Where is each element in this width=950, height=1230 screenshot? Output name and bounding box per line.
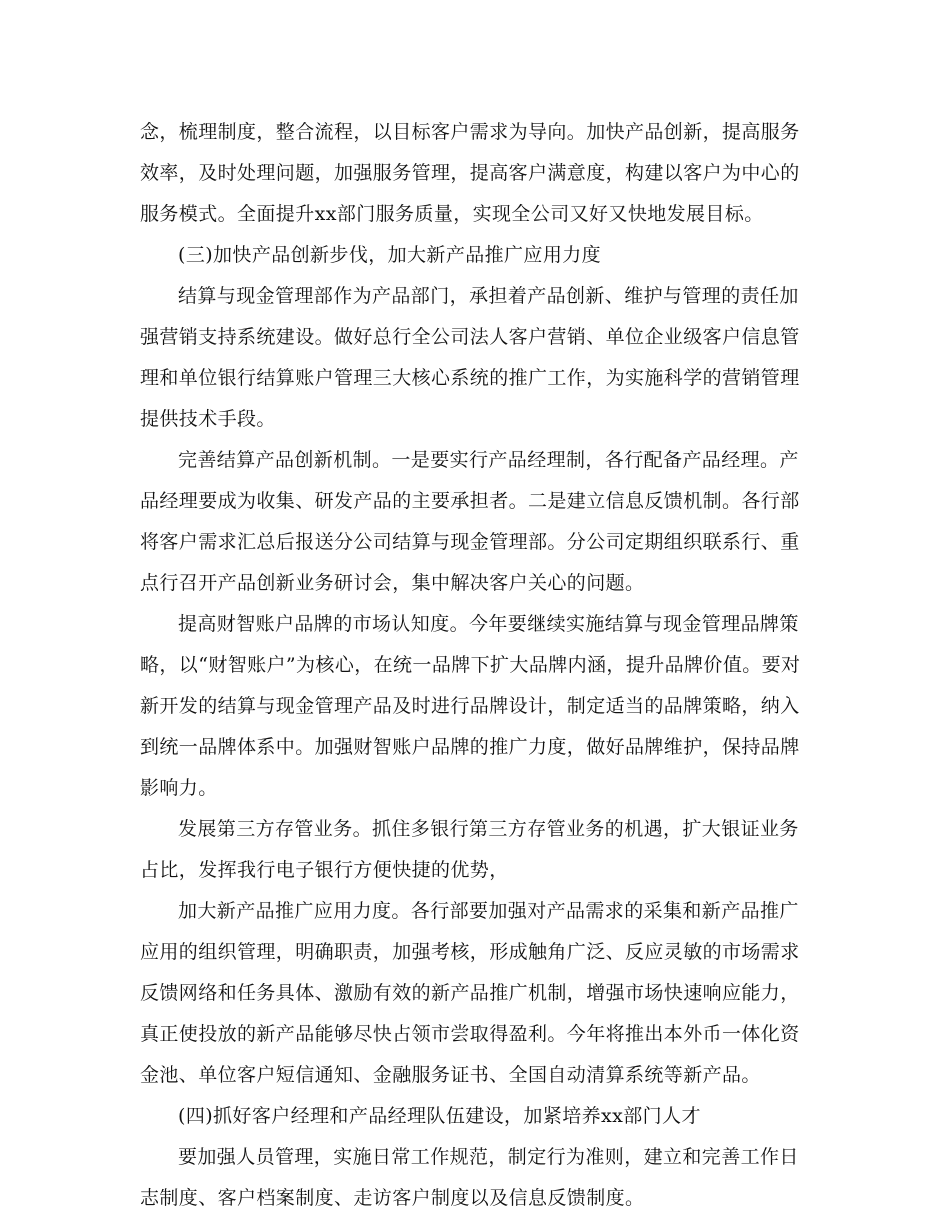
paragraph: 加大新产品推广应用力度。各行部要加强对产品需求的采集和新产品推广应用的组织管理，明确职责，加强考核，形成触角广泛、反应灵敏的市场需求反馈网络和任务具体、激励有效的新产品推广机制，增强市场快速响应能力，真正使投放的新产品能够尽快占领市尝取得盈利。今年将推出本外币一体化资金池、单位客户短信通知、金融服务证书、全国自动清算系统等新产品。 xyxy=(140,900,800,1086)
paragraph: 提高财智账户品牌的市场认知度。今年要继续实施结算与现金管理品牌策略，以“财智账户”为核心，在统一品牌下扩大品牌内涵，提升品牌价值。要对新开发的结算与现金管理产品及时进行品牌设计，制定适当的品牌策略，纳入到统一品牌体系中。加强财智账户品牌的推广力度，做好品牌维护，保持品牌影响力。 xyxy=(140,613,801,799)
paragraph: 完善结算产品创新机制。一是要实行产品经理制，各行配备产品经理。产品经理要成为收集、研发产品的主要承担者。二是建立信息反馈机制。各行部将客户需求汇总后报送分公司结算与现金管理部。分公司定期组织联系行、重点行召开产品创新业务研讨会，集中解决客户关心的问题。 xyxy=(140,449,800,594)
section-heading-four: (四)抓好客户经理和产品经理队伍建设，加紧培养xx部门人才 xyxy=(178,1105,701,1127)
paragraph: 要加强人员管理，实施日常工作规范，制定行为准则，建立和完善工作日志制度、客户档案制度、走访客户制度以及信息反馈制度。 xyxy=(140,1146,799,1209)
section-heading-three: (三)加快产品创新步伐，加大新产品推广应用力度 xyxy=(178,244,602,266)
paragraph: 发展第三方存管业务。抓住多银行第三方存管业务的机遇，扩大银证业务占比，发挥我行电子银行方便快捷的优势， xyxy=(140,818,799,881)
paragraph-continuation: 念，梳理制度，整合流程，以目标客户需求为导向。加快产品创新，提高服务效率，及时处理问题，加强服务管理，提高客户满意度，构建以客户为中心的服务模式。全面提升xx部门服务质量，实现全公司又好又快地发展目标。 xyxy=(140,121,800,225)
paragraph: 结算与现金管理部作为产品部门，承担着产品创新、维护与管理的责任加强营销支持系统建设。做好总行全公司法人客户营销、单位企业级客户信息管理和单位银行结算账户管理三大核心系统的推广工作，为实施科学的营销管理提供技术手段。 xyxy=(140,285,800,430)
document-body xyxy=(140,112,808,1219)
